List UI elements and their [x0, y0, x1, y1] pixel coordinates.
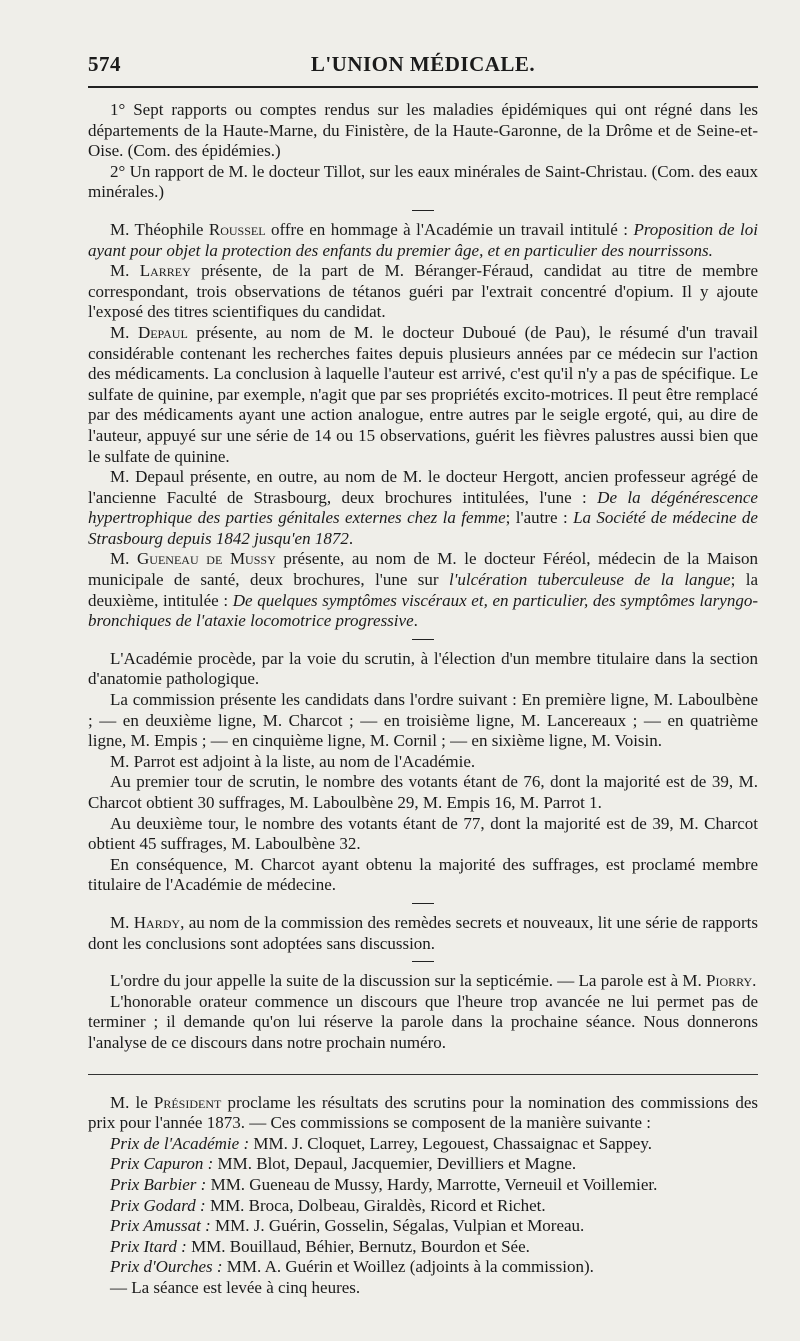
prize-item: Prix Amussat : MM. J. Guérin, Gosselin, Ségalas, Vulpian et Moreau.: [110, 1216, 585, 1236]
election-paragraph: L'Académie procède, par la voie du scrutin, à l'élection d'un membre titulaire dans la section d'anatomie pathologique.: [88, 648, 758, 689]
section-separator: [412, 903, 434, 904]
paragraph-roussel: M. Théophile Roussel offre en hommage à l'Académie un travail intitulé : Proposition de loi ayant pour objet la protection des enfants du premier âge, et en particulier des nourrissons.: [88, 219, 758, 260]
election-paragraph: Au deuxième tour, le nombre des votants étant de 77, dont la majorité est de 39, M. Charcot obtient 45 suffrages, M. Laboulbène 32.: [88, 813, 758, 854]
prize-item: Prix Itard : MM. Bouillaud, Béhier, Bernutz, Bourdon et Sée.: [110, 1236, 530, 1256]
paragraph-gueneau: M. Gueneau de Mussy présente, au nom de M. le docteur Féréol, médecin de la Maison municipale de santé, deux brochures, l'une sur l'ulcération tuberculeuse de la langue; la deuxième, intitulée : De quelques symptômes viscéraux et, en particulier, des symptômes laryngo-bronchiques de l'ataxie locomotrice progressive.: [88, 549, 759, 631]
name-hardy: Hardy: [133, 912, 181, 932]
name-president: Président: [153, 1092, 222, 1112]
prize-name: Prix Amussat :: [110, 1216, 211, 1236]
closing-line: — La séance est levée à cinq heures.: [110, 1277, 361, 1297]
prize-item: Prix Capuron : MM. Blot, Depaul, Jacquemier, Devilliers et Magne.: [110, 1154, 577, 1174]
title-fereol-1: l'ulcération tuberculeuse de la langue: [449, 570, 731, 590]
prize-name: Prix Barbier :: [110, 1174, 207, 1194]
election-paragraph: Au premier tour de scrutin, le nombre des votants étant de 76, dont la majorité est de 39, M. Charcot obtient 30 suffrages, M. Laboulbène 29, M. Empis 16, M. Parrot 1.: [88, 772, 758, 812]
paragraph-order-of-day: L'ordre du jour appelle la suite de la discussion sur la septicémie. — La parole est à M. Piorry.: [110, 971, 757, 991]
prize-item: Prix de l'Académie : MM. J. Cloquet, Larrey, Legouest, Chassaignac et Sappey.: [110, 1133, 652, 1153]
journal-title: L'UNION MÉDICALE.: [310, 52, 536, 76]
prize-name: Prix de l'Académie :: [110, 1133, 250, 1153]
name-gueneau: Gueneau de Mussy: [137, 549, 276, 569]
page-header: [88, 48, 758, 82]
section-rule: [88, 1074, 758, 1075]
paragraph-hardy: M. Hardy, au nom de la commission des remèdes secrets et nouveaux, lit une série de rapports dont les conclusions sont adoptées sans discussion.: [88, 912, 758, 953]
page-number: 574: [88, 52, 121, 76]
correspondence-item-2: 2° Un rapport de M. le docteur Tillot, sur les eaux minérales de Saint-Christau. (Com. des eaux minérales.): [88, 161, 758, 202]
paragraph-depaul-hergott: M. Depaul présente, en outre, au nom de M. le docteur Hergott, ancien professeur agrégé de l'ancienne Faculté de Strasbourg, deux brochures intitulées, l'une : De la dégénérescence hypertrophique des parties génitales externes chez la femme; l'autre : La Société de médecine de Strasbourg depuis 1842 jusqu'en 1872.: [88, 467, 758, 548]
prize-item: Prix Barbier : MM. Gueneau de Mussy, Hardy, Marrotte, Verneuil et Voillemier.: [110, 1174, 658, 1194]
article-body: [88, 100, 758, 1054]
election-paragraph: La commission présente les candidats dans l'ordre suivant : En première ligne, M. Laboulbène ; — en deuxième ligne, M. Charcot ; — en troisième ligne, M. Lancereaux ; — en quatrième ligne, M. Empis ; — en cinquième ligne, M. Cornil ; — en sixième ligne, M. Voisin.: [88, 690, 758, 751]
prize-item: Prix Godard : MM. Broca, Dolbeau, Giraldès, Ricord et Richet.: [110, 1195, 546, 1215]
paragraph-depaul: M. Depaul présente, au nom de M. le docteur Duboué (de Pau), le résumé d'un travail considérable contenant les recherches faites depuis plusieurs années par ce médecin sur l'action des médicaments. La conclusion à laquelle l'auteur est arrivé, c'est qu'il n'y a pas de spécifique. Le sulfate de quinine, par exemple, n'agit que par ses propriétés excito-motrices. Il peut être remplacé par des médicaments ayant une action analogue, entre autres par le seigle ergoté, qui, au dire de l'auteur, appuyé sur une série de 14 ou 15 observations, guérit les fièvres palustres aussi bien que le sulfate de quinine.: [88, 322, 758, 466]
prize-section: [88, 1093, 758, 1299]
title-hergott-1: De la dégénérescence hypertrophique des parties génitales externes chez la femme: [88, 487, 758, 528]
name-depaul: Depaul: [137, 322, 188, 342]
paragraph-larrey: M. Larrey présente, de la part de M. Béranger-Féraud, candidat au titre de membre correspondant, trois observations de tétanos guéri par l'extrait concentré d'opium. Il y ajoute l'exposé des titres scientifiques du candidat.: [88, 261, 758, 322]
election-paragraph: M. Parrot est adjoint à la liste, au nom de l'Académie.: [110, 751, 476, 771]
election-paragraph: En conséquence, M. Charcot ayant obtenu la majorité des suffrages, est proclamé membre titulaire de l'Académie de médecine.: [88, 854, 758, 895]
header-rule: [88, 86, 758, 88]
prize-name: Prix Godard :: [110, 1195, 206, 1215]
title-hergott-2: La Société de médecine de Strasbourg depuis 1842 jusqu'en 1872: [88, 508, 758, 548]
paragraph-president: M. le Président proclame les résultats des scrutins pour la nomination des commissions des prix pour l'année 1873. — Ces commissions se composent de la manière suivante :: [88, 1092, 758, 1133]
name-larrey: Larrey: [139, 261, 191, 281]
title-roussel: Proposition de loi ayant pour objet la protection des enfants du premier âge, et en particulier des nourrissons.: [88, 219, 758, 260]
prize-name: Prix Capuron :: [110, 1154, 214, 1174]
section-separator: [412, 210, 434, 211]
prize-name: Prix Itard :: [110, 1236, 187, 1256]
section-separator: [412, 961, 434, 962]
paragraph-piorry: L'honorable orateur commence un discours que l'heure trop avancée ne lui permet pas de terminer ; il demande qu'on lui réserve la parole dans la prochaine séance. Nous donnerons l'analyse de ce discours dans notre prochain numéro.: [88, 991, 758, 1052]
title-fereol-2: De quelques symptômes viscéraux et, en particulier, des symptômes laryngo-bronchiques de l'ataxie locomotrice progressive: [88, 590, 759, 631]
name-roussel: Roussel: [208, 219, 266, 239]
section-separator: [412, 639, 434, 640]
correspondence-item-1: 1° Sept rapports ou comptes rendus sur les maladies épidémiques qui ont régné dans les départements de la Haute-Marne, du Finistère, de la Haute-Garonne, de la Drôme et de Seine-et-Oise. (Com. des épidémies.): [88, 100, 758, 161]
name-piorry: Piorry: [706, 971, 753, 991]
prize-item: Prix d'Ourches : MM. A. Guérin et Woillez (adjoints à la commission).: [110, 1257, 594, 1277]
prize-name: Prix d'Ourches :: [110, 1257, 223, 1277]
